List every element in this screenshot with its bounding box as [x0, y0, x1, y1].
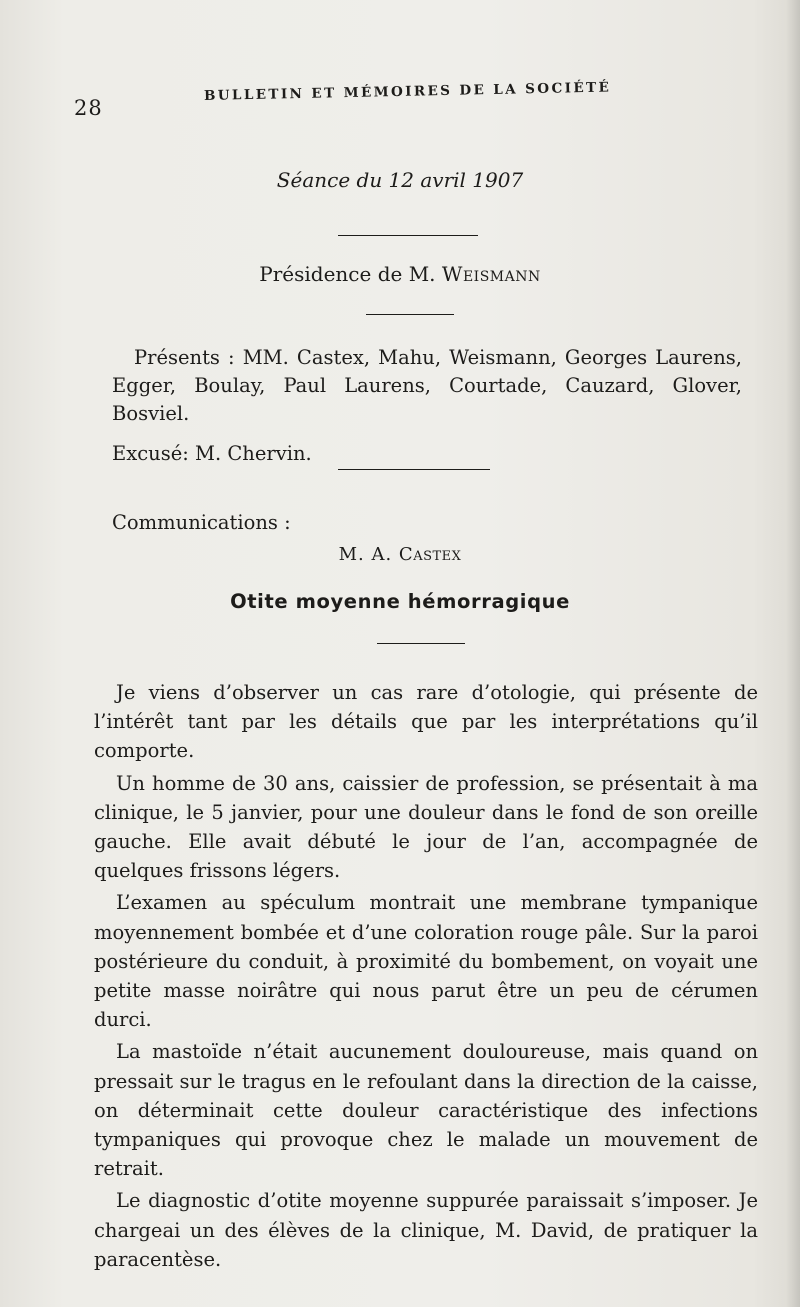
- president-name: Weismann: [441, 262, 541, 286]
- author-prefix: M. A.: [338, 544, 399, 565]
- author-name: Castex: [398, 544, 462, 565]
- running-title: BULLETIN ET MÉMOIRES DE LA SOCIÉTÉ: [203, 79, 612, 104]
- presidence-line: [0, 262, 800, 286]
- divider: [338, 469, 490, 470]
- paragraph: Je viens d’observer un cas rare d’otologie, qui présente de l’intérêt tant par les détails que par les interprétations qu’il comporte.: [94, 681, 758, 763]
- excused-line: Excusé: M. Chervin.: [112, 442, 312, 465]
- page-edge-shadow: [786, 0, 800, 1307]
- paragraph: Un homme de 30 ans, caissier de profession, se présentait à ma clinique, le 5 janvier, pour une douleur dans le fond de son oreille gauche. Elle avait débuté le jour de l’an, accompagnée de quelques frissons légers.: [94, 771, 758, 883]
- seance-heading: Séance du 12 avril 1907: [276, 168, 524, 192]
- article-title: Otite moyenne hémorragique: [230, 590, 570, 613]
- presents-list: Présents : MM. Castex, Mahu, Weismann, Georges Laurens, Egger, Boulay, Paul Laurens, Courtade, Cauzard, Glover, Bosviel.: [112, 346, 742, 425]
- paragraph: L’examen au spéculum montrait une membrane tympanique moyennement bombée et d’une coloration rouge pâle. Sur la paroi postérieure du conduit, à proximité du bombement, on voyait une petite masse noirâtre qui nous parut être un peu de cérumen durci.: [94, 891, 758, 1032]
- divider: [366, 314, 454, 315]
- paragraph: Le diagnostic d’otite moyenne suppurée paraissait s’imposer. Je chargeai un des élèves de la clinique, M. David, de pratiquer la paracentèse.: [94, 1189, 758, 1271]
- article-body: [94, 678, 758, 1277]
- paragraph: La mastoïde n’était aucunement douloureuse, mais quand on pressait sur le tragus en le refoulant dans la direction de la caisse, on déterminait cette douleur caractéristique des infections tympaniques qui provoque chez le malade un mouvement de retrait.: [94, 1040, 758, 1181]
- presidence-prefix: Présidence de M.: [259, 262, 442, 286]
- divider: [377, 643, 465, 644]
- communications-heading: Communications :: [112, 511, 291, 534]
- page-number: 28: [74, 96, 103, 120]
- page-header: [0, 79, 800, 124]
- author-line: [0, 544, 800, 565]
- divider: [338, 235, 478, 236]
